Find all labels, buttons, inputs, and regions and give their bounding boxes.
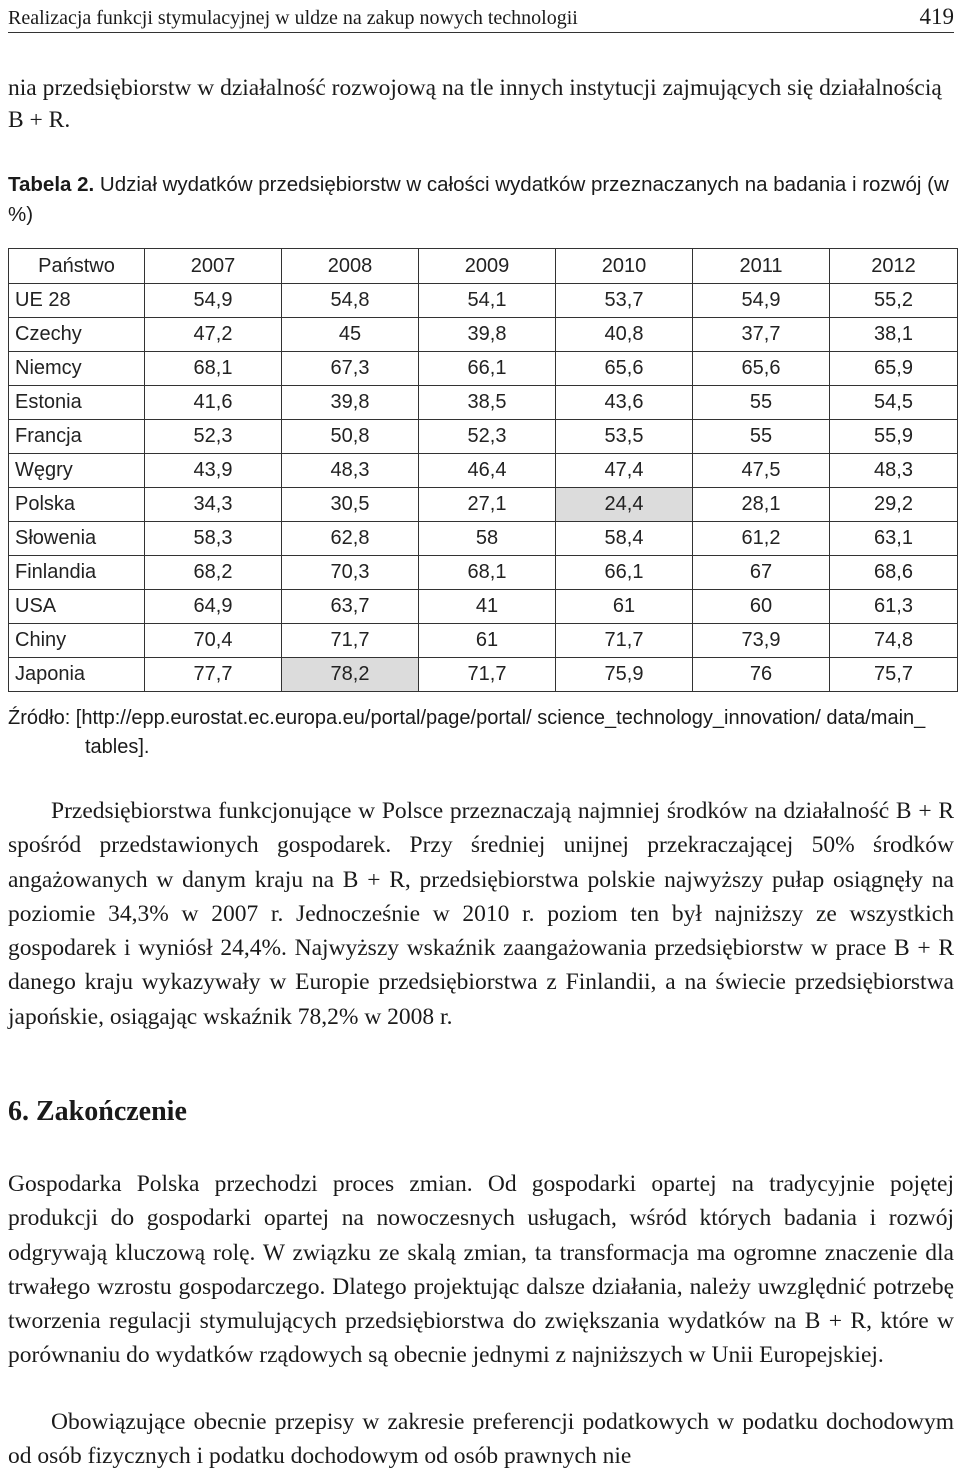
value-cell: 71,7 — [556, 624, 693, 658]
table-body — [9, 284, 958, 692]
table-row — [9, 556, 958, 590]
value-cell: 55,9 — [830, 420, 958, 454]
table-row — [9, 522, 958, 556]
country-cell: Węgry — [9, 454, 145, 488]
value-cell: 65,9 — [830, 352, 958, 386]
value-cell: 48,3 — [830, 454, 958, 488]
value-cell: 24,4 — [556, 488, 693, 522]
country-cell: Polska — [9, 488, 145, 522]
column-header: 2009 — [419, 249, 556, 284]
value-cell: 68,2 — [145, 556, 282, 590]
table-caption-label: Tabela 2. — [8, 173, 95, 196]
value-cell: 66,1 — [556, 556, 693, 590]
value-cell: 62,8 — [282, 522, 419, 556]
value-cell: 30,5 — [282, 488, 419, 522]
value-cell: 77,7 — [145, 658, 282, 692]
value-cell: 60 — [693, 590, 830, 624]
body-paragraph: Przedsiębiorstwa funkcjonujące w Polsce przeznaczają najmniej środków na działalność B + R spośród przedstawionych gospodarek. Przy średniej unijnej przekraczającej 50% środków angażowanych w danym kraju na B + R, przedsiębiorstwa polskie najwyższy pułap osiągnęły na poziomie 34,3% w 2007 r. Jednocześnie w 2010 r. poziom ten był najniższy ze wszystkich gospodarek i wyniósł 24,4%. Najwyższy wskaźnik zaangażowania przedsiębiorstw w prace B + R danego kraju wykazywały w Europie przedsiębiorstwa z Finlandii, a na świecie przedsiębiorstwa japońskie, osiągając wskaźnik 78,2% w 2008 r. — [8, 798, 954, 1030]
table-row — [9, 284, 958, 318]
value-cell: 75,9 — [556, 658, 693, 692]
column-header: 2012 — [830, 249, 958, 284]
value-cell: 75,7 — [830, 658, 958, 692]
value-cell: 55 — [693, 386, 830, 420]
country-cell: Francja — [9, 420, 145, 454]
value-cell: 65,6 — [556, 352, 693, 386]
value-cell: 68,1 — [145, 352, 282, 386]
continuation-paragraph: nia przedsiębiorstw w działalność rozwojową na tle innych instytucji zajmujących się działalnością B + R. — [8, 75, 942, 133]
value-cell: 73,9 — [693, 624, 830, 658]
value-cell: 46,4 — [419, 454, 556, 488]
value-cell: 61,2 — [693, 522, 830, 556]
value-cell: 65,6 — [693, 352, 830, 386]
value-cell: 66,1 — [419, 352, 556, 386]
country-cell: Chiny — [9, 624, 145, 658]
value-cell: 54,9 — [693, 284, 830, 318]
section-heading: 6. Zakończenie — [8, 1096, 187, 1127]
value-cell: 58 — [419, 522, 556, 556]
country-cell: USA — [9, 590, 145, 624]
value-cell: 54,5 — [830, 386, 958, 420]
table-row — [9, 318, 958, 352]
table-caption-text: Udział wydatków przedsiębiorstw w całości wydatków przeznaczanych na badania i rozwój (w %) — [8, 173, 949, 226]
table-row — [9, 658, 958, 692]
value-cell: 70,4 — [145, 624, 282, 658]
value-cell: 54,9 — [145, 284, 282, 318]
running-header — [8, 4, 954, 33]
value-cell: 63,7 — [282, 590, 419, 624]
column-header: 2011 — [693, 249, 830, 284]
table-header-row — [9, 249, 958, 284]
value-cell: 61 — [556, 590, 693, 624]
value-cell: 68,1 — [419, 556, 556, 590]
value-cell: 29,2 — [830, 488, 958, 522]
value-cell: 70,3 — [282, 556, 419, 590]
table-row — [9, 420, 958, 454]
country-cell: Czechy — [9, 318, 145, 352]
value-cell: 74,8 — [830, 624, 958, 658]
value-cell: 61 — [419, 624, 556, 658]
value-cell: 47,5 — [693, 454, 830, 488]
value-cell: 71,7 — [419, 658, 556, 692]
country-cell: Estonia — [9, 386, 145, 420]
running-header-title: Realizacja funkcji stymulacyjnej w uldze na zakup nowych technologii — [8, 7, 578, 29]
value-cell: 55 — [693, 420, 830, 454]
value-cell: 43,9 — [145, 454, 282, 488]
country-cell: Słowenia — [9, 522, 145, 556]
value-cell: 47,2 — [145, 318, 282, 352]
value-cell: 43,6 — [556, 386, 693, 420]
value-cell: 78,2 — [282, 658, 419, 692]
value-cell: 47,4 — [556, 454, 693, 488]
column-header: 2007 — [145, 249, 282, 284]
value-cell: 52,3 — [145, 420, 282, 454]
table-caption — [8, 170, 954, 230]
value-cell: 71,7 — [282, 624, 419, 658]
column-header: 2008 — [282, 249, 419, 284]
table-row — [9, 624, 958, 658]
data-table — [8, 248, 958, 692]
value-cell: 50,8 — [282, 420, 419, 454]
value-cell: 58,4 — [556, 522, 693, 556]
value-cell: 39,8 — [419, 318, 556, 352]
country-cell: Japonia — [9, 658, 145, 692]
value-cell: 53,5 — [556, 420, 693, 454]
value-cell: 37,7 — [693, 318, 830, 352]
table-source-note: Źródło: [http://epp.eurostat.ec.europa.eu/portal/page/portal/ science_technology_innovation/ data/main_ tables]. — [8, 707, 926, 758]
table-row — [9, 590, 958, 624]
value-cell: 40,8 — [556, 318, 693, 352]
value-cell: 38,5 — [419, 386, 556, 420]
value-cell: 54,8 — [282, 284, 419, 318]
value-cell: 63,1 — [830, 522, 958, 556]
value-cell: 55,2 — [830, 284, 958, 318]
value-cell: 52,3 — [419, 420, 556, 454]
value-cell: 39,8 — [282, 386, 419, 420]
value-cell: 53,7 — [556, 284, 693, 318]
value-cell: 41,6 — [145, 386, 282, 420]
value-cell: 67 — [693, 556, 830, 590]
body-paragraph: Obowiązujące obecnie przepisy w zakresie preferencji podatkowych w podatku dochodowym od osób fizycznych i podatku dochodowym od osób prawnych nie — [8, 1409, 954, 1470]
body-paragraph: Gospodarka Polska przechodzi proces zmian. Od gospodarki opartej na tradycyjnie pojętej produkcji do gospodarki opartej na nowoczesnych usługach, wśród których badania i rozwój odgrywają kluczową rolę. W związku ze skalą zmian, ta transformacja ma ogromne znaczenie dla trwałego wzrostu gospodarczego. Dlatego projektując dalsze działania, należy uwzględnić potrzebę tworzenia regulacji stymulujących przedsiębiorstwa do zwiększania wydatków na B + R, które w porównaniu do wydatków rządowych są obecnie jednymi z najniższych w Unii Europejskiej. — [8, 1171, 954, 1369]
value-cell: 61,3 — [830, 590, 958, 624]
table-row — [9, 352, 958, 386]
page-number: 419 — [919, 4, 954, 29]
country-cell: Niemcy — [9, 352, 145, 386]
value-cell: 76 — [693, 658, 830, 692]
value-cell: 67,3 — [282, 352, 419, 386]
value-cell: 64,9 — [145, 590, 282, 624]
value-cell: 28,1 — [693, 488, 830, 522]
country-cell: UE 28 — [9, 284, 145, 318]
table-row — [9, 386, 958, 420]
value-cell: 38,1 — [830, 318, 958, 352]
table-row — [9, 488, 958, 522]
country-cell: Finlandia — [9, 556, 145, 590]
value-cell: 48,3 — [282, 454, 419, 488]
value-cell: 34,3 — [145, 488, 282, 522]
column-header: 2010 — [556, 249, 693, 284]
table-row — [9, 454, 958, 488]
value-cell: 45 — [282, 318, 419, 352]
value-cell: 41 — [419, 590, 556, 624]
value-cell: 27,1 — [419, 488, 556, 522]
value-cell: 58,3 — [145, 522, 282, 556]
value-cell: 54,1 — [419, 284, 556, 318]
column-header: Państwo — [9, 249, 145, 284]
value-cell: 68,6 — [830, 556, 958, 590]
